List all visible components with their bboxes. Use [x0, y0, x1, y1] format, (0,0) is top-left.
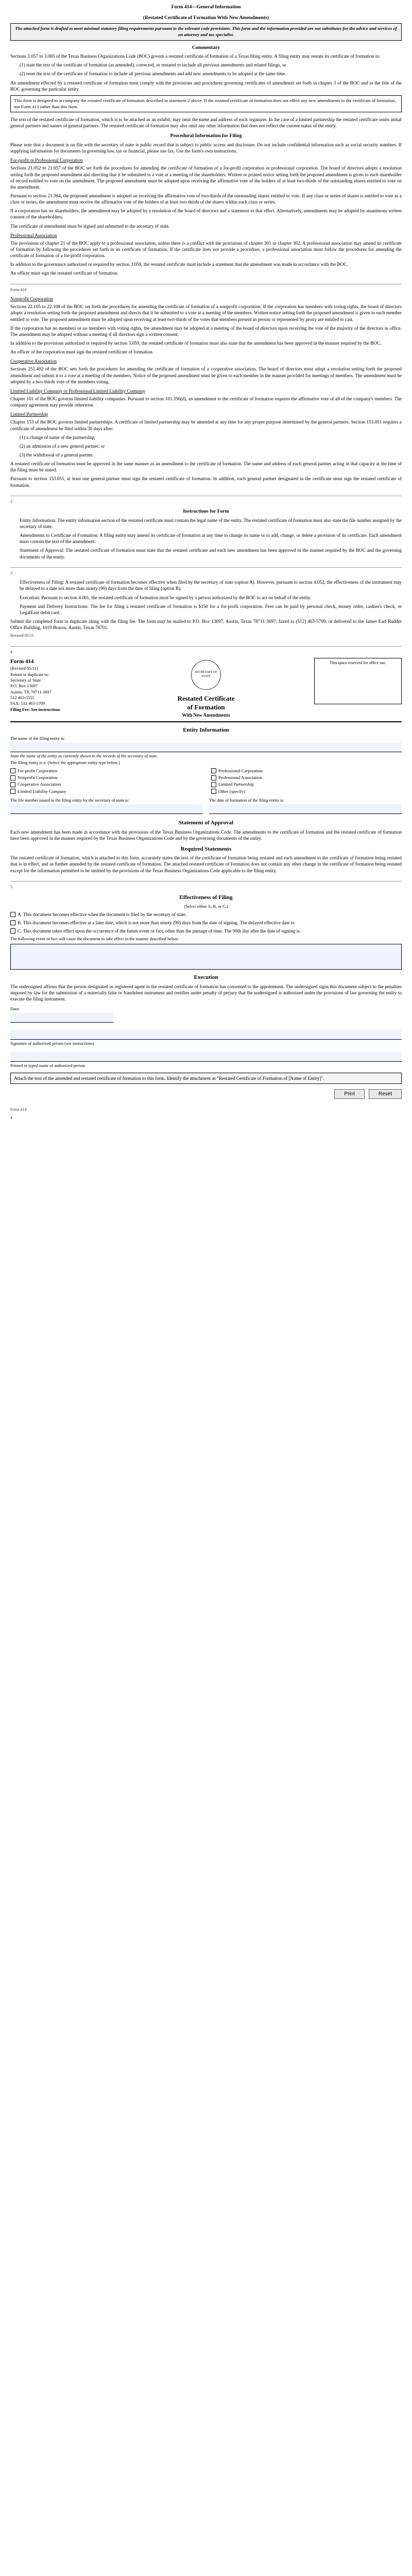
para: In addition to the provisions authorized or required by section 3.059, the restated certificate of formation must also state that the amendment has been approved in the manner required by the BOC.: [10, 340, 382, 346]
para: The provisions of chapter 21 of the BOC apply to a professional association, unless there is a conflict with the provisions of chapter 301 or chapter 302. A professional association may amend its certificate of formation by following the procedures set forth in its certificate of formation. If the certificate does not provide a procedure, a professional association must follow the procedures for amending the certificate of formation of a for-profit corporation.: [10, 240, 402, 259]
file-number-label: The file number issued to the filing entity by the secretary of state is:: [10, 798, 129, 803]
signature-label: Signature of authorized person (see instructions): [10, 1041, 94, 1046]
statement-of-approval-heading: Statement of Approval: [178, 820, 234, 826]
effectiveness-heading: Effectiveness of Filing: [179, 894, 233, 901]
option-label: Limited Liability Company: [18, 788, 66, 794]
entity-type-option[interactable]: [211, 768, 402, 774]
sos-fax: FAX: 512 463-5709: [10, 701, 45, 706]
required-statements-text: The restated certificate of formation, which is attached to this form, accurately states the text of the certificate of formation being restated and each amendment to the certificate of formation being restated that is in effect, and as further amended by the restated certificate of formation. The attached restated certificate of formation does not contain any other change in the certificate of formation being restated except for the information permitted to be omitted by the provisions of the Texas Business Organizations Code applicable to the filing entity.: [10, 855, 402, 873]
para: The text of the restated certificate of formation, which is to be attached as an exhibit, may omit the name and address of each organizer. In the case of a limited partnership the restated certificate omits initial general partners and names of general partners. The restated certificate of formation may also omit any other information that does not reflect the current status of the entity.: [10, 117, 402, 129]
page-number: 3: [10, 570, 12, 575]
form-title-1: Restated Certificate: [177, 694, 235, 703]
para: Please note that a document is on file with the secretary of state is public record that is subject to public access and disclosure. Do not include confidential information such as social security numbers. If supplying information for documents in governing law, tax or financial, please use fax. Use the form's own instructions.: [10, 142, 402, 154]
lp-item: (3) the withdrawal of a general partner.: [20, 452, 94, 457]
formation-date-input[interactable]: [209, 804, 402, 814]
checkbox-icon[interactable]: [10, 789, 15, 794]
option-label: A. This document becomes effective when the document is filed by the secretary of state.: [18, 911, 187, 917]
entity-type-option[interactable]: [10, 782, 201, 787]
para: Pursuant to section 153.051, at least one general partner must sign the restated certificate of formation. In addition, each general partner designated in the certificate must sign the restated certificate of formation.: [10, 476, 402, 488]
footer-form: Form 414: [10, 1107, 27, 1112]
para: If the corporation has no members or no members with voting rights, the amendment may be adopted at a meeting of the board of directors upon receiving the vote of the majority of the directors in office. The amendment may be adopted without a meeting if all directors sign a written consent.: [10, 325, 402, 337]
sos-address-1: P.O. Box 13697: [10, 684, 38, 689]
para: Sections 21.052 to 21.057 of the BOC set forth the procedures for amending the certificate of formation of a for-profit corporation or professional corporation. The board of directors adopts a resolution setting forth the proposed amendment and directing that it be submitted to a vote at a meeting of the shareholders. Written or printed notice setting forth the proposed amendment is given to each shareholder of record entitled to vote on the amendment. The proposed amendment must be adopted upon receiving the affirmative vote of the holders of at least two-thirds of the outstanding shares entitled to vote on the amendment.: [10, 165, 402, 190]
entity-type-option[interactable]: [211, 775, 402, 781]
form-header: [10, 658, 402, 722]
option-label: C. This document takes effect upon the occurrence of the future event or fact, other than the passage of time. The 90th day after the date of signing is:: [18, 928, 301, 934]
effectiveness-event-label: The following event or fact will cause the document to take effect in the manner described below:: [10, 937, 179, 942]
option-label: Professional Association: [218, 774, 262, 780]
para: The certificate of amendment must be signed and submitted to the secretary of state.: [10, 223, 170, 229]
instruction-item: Effectiveness of Filing: A restated certificate of formation becomes effective when filed by the secretary of state (option A). However, pursuant to section 4.052, the effectiveness of the instrument may be delayed to a date not more than ninety (90) days from the date of filing (option B).: [20, 580, 402, 591]
office-use-label: This space reserved for office use.: [330, 660, 386, 666]
formation-date-label: The date of formation of the filing entity is:: [209, 798, 285, 803]
form-subtitle: (Restated Certificate of Formation With New Amendments): [143, 14, 269, 21]
option-label: For-profit Corporation: [18, 768, 58, 773]
date-label: Date:: [10, 1007, 20, 1012]
option-label: Nonprofit Corporation: [18, 774, 58, 780]
printed-name-label: Printed or typed name of authorized person: [10, 1063, 85, 1068]
subheading-llc: Limited Liability Company or Professional Limited Liability Company: [10, 388, 146, 394]
instruction-item: Amendments to Certificate of Formation: A filing entity may amend its certificate of formation at any time to change its name or to add, change, or delete a provision of its certificate. Each amendment must contain the text of the amendment.: [20, 533, 402, 545]
effectiveness-option-a[interactable]: [10, 911, 402, 918]
checkbox-icon[interactable]: [10, 775, 15, 781]
effectiveness-sub: (Select either A, B, or C.): [184, 904, 228, 909]
checkbox-icon[interactable]: [10, 782, 15, 787]
formation-date-col: [209, 796, 402, 815]
effectiveness-option-b[interactable]: [10, 920, 402, 926]
sos-name: Secretary of State: [10, 677, 41, 683]
checkbox-icon[interactable]: [211, 789, 216, 794]
checkbox-icon[interactable]: [211, 768, 216, 773]
option-2: (2) reset the text of the certificate of formation to include all previous amendments and add new amendments to be adopted at the same time.: [20, 71, 286, 77]
page-divider: [10, 567, 402, 568]
commentary-heading: Commentary: [192, 44, 220, 50]
para: An officer must sign the restated certificate of formation.: [10, 270, 118, 276]
footer-page: 4: [10, 1115, 12, 1121]
signature-block: [10, 1006, 402, 1068]
option-1: (1) state the text of the certificate of formation (as amended), corrected, or restated to include all previous amendments and related filings, or: [20, 62, 286, 68]
commentary-section: [10, 4, 402, 1121]
lp-item: (2) an admission of a new general partner; or: [20, 443, 105, 449]
instructions-heading: Instructions for Form: [183, 509, 229, 515]
entity-type-option[interactable]: [10, 768, 201, 774]
option-label: Other (specify): [218, 788, 246, 794]
entity-type-option[interactable]: [10, 789, 201, 794]
entity-info-heading: Entity Information: [183, 726, 229, 733]
para: Sections 251.402 of the BOC sets forth the procedures for amending the certificate of formation of a cooperative association. The board of directors must adopt a resolution setting forth the proposed amendment and submit it to a vote at a meeting of the members. Notice of the proposed amendment must be given to each member in the manner provided for meetings of members. The amendment must be adopted by a two-thirds vote of the members voting.: [10, 366, 402, 384]
subheading-for-profit: For-profit or Professional Corporation: [10, 158, 83, 163]
para: If a corporation has no shareholders, the amendment may be adopted by a resolution of the board of directors and a statement to that effect. Alternatively, amendments may be adopted by unanimous written consent of the shareholders.: [10, 208, 402, 220]
instruction-item: Payment and Delivery Instructions: The fee for filing a restated certificate of formation is $150 for a for-profit corporation. Fees can be paid by personal check, money order, cashier's check, or LegalEase debit card.: [20, 603, 402, 615]
form-title-3: With New Amendments: [182, 712, 230, 718]
page-number: 4: [10, 649, 12, 654]
option-label: Professional Corporation: [218, 768, 263, 773]
form-header-center: [98, 658, 314, 718]
para: A restated certificate of formation must be approved in the same manner as an amendment to the certificate of formation. The name and address of each general partner acting in that capacity at the time of the filing must be stated.: [10, 461, 402, 473]
para: Submit the completed form in duplicate along with the filing fee. The form may be mailed to P.O. Box 13697, Austin, Texas 78711-3697; faxed to (512) 463-5709; or delivered to the James Earl Rudder Office Building, 1019 Brazos, Austin, Texas 78701.: [10, 618, 402, 631]
form-general-info-title: Form 414—General Information: [171, 4, 241, 10]
form-title-2: of Formation: [187, 703, 225, 711]
para: Sections 22.105 to 22.108 of the BOC set forth the procedures for amending the certificate of formation of a nonprofit corporation. If the corporation has members with voting rights, the board of directors adopts a resolution setting forth the proposed amendment and directs that it be submitted to a vote at a meeting of the members. Written notice setting forth the proposed amendment is given to each member entitled to vote. The proposed amendment must be adopted upon receiving at least two-thirds of the votes that members present in person or represented by proxy are entitled to cast.: [10, 304, 402, 322]
page-number: 5: [10, 884, 12, 889]
statement-of-approval-text: Each new amendment has been made in accordance with the provisions of the Texas Business Organizations Code. The amendments to the certificate of formation and the restated certificate of formation have been approved in the manner required by the Texas Business Organizations Code and by the governing documents of the entity.: [10, 829, 402, 841]
para: Chapter 101 of the BOC governs limited liability companies. Pursuant to section 101.356(d), an amendment to the certificate of formation requires the affirmative vote of all of the company's members. The company agreement may provide otherwise.: [10, 396, 402, 408]
para: In addition to the governance authorized or required by section 3.059, the restated certificate must include a statement that the amendment was made in accordance with the BOC.: [10, 262, 348, 267]
instruction-item: Entity Information: The entity information section of the restated certificate must contain the legal name of the entity. The restated certificate of formation must also state the file number assigned by the secretary of state.: [20, 517, 402, 529]
subheading-nonprofit: Nonprofit Corporation: [10, 296, 53, 302]
entity-type-label: The filing entity is a: (Select the appropriate entity type below.): [10, 760, 120, 766]
execution-text: The undersigned affirms that the person designated as registered agent in the restated certificate of formation has consented to the appointment. The undersigned signs this document subject to the penalties imposed by law for the submission of a materially false or fraudulent instrument and certifies under penalty of perjury that the undersigned is authorized under the provisions of law governing the entity to execute the filing instrument.: [10, 984, 402, 1002]
office-use-box: [314, 658, 402, 704]
lp-item: (1) a change of name of the partnership;: [20, 434, 96, 440]
page-divider: [10, 646, 402, 647]
checkbox-icon[interactable]: [211, 775, 216, 781]
subheading-coop: Cooperative Association: [10, 359, 57, 364]
file-date-row: [10, 796, 402, 815]
attachment-note: Attach the text of the amended and restated certificate of formation to this form. Identify the attachment as "Restated Certificate of Formation of [Name of Entity]".: [10, 1073, 402, 1084]
option-label: Limited Partnership: [218, 782, 254, 787]
print-button[interactable]: Print: [334, 1089, 365, 1099]
entity-type-options: [10, 768, 402, 794]
checkbox-icon[interactable]: [10, 928, 15, 934]
attorney-notice: The attached form is drafted to meet minimal statutory filing requirements pursuant to the relevant code provisions. This form and the information provided are not substitutes for the advice and services of an attorney and tax specialist.: [10, 23, 402, 40]
form-actions: [10, 1089, 402, 1099]
page-number: 2: [10, 499, 12, 504]
instruction-item: Statement of Approval: The restated certificate of formation must state that the restated certificate and each new amendment has been approved in the manner required by the BOC and the governing documents of the entity.: [20, 548, 402, 560]
date-input[interactable]: [10, 1013, 113, 1023]
return-to: Return in duplicate to:: [10, 672, 49, 677]
entity-name-hint: State the name of the entity as currently shown in the records of the secretary of state.: [10, 754, 158, 759]
option-label: B. This document becomes effective at a later date, which is not more than ninety (90) days from the date of signing. The delayed effective date is:: [18, 920, 296, 926]
subheading-lp: Limited Partnership: [10, 412, 48, 417]
para: An officer of the corporation must sign the restated certificate of formation.: [10, 349, 153, 355]
filing-fee: Filing Fee: See instructions: [10, 707, 60, 712]
signature-input[interactable]: [10, 1030, 402, 1040]
instruction-item: Execution: Pursuant to section 4.001, the restated certificate of formation must be signed by a person authorized by the BOC to act on behalf of the entity.: [20, 595, 312, 600]
file-number-input[interactable]: [10, 804, 203, 814]
effectiveness-option-c[interactable]: [10, 928, 402, 934]
procedural-heading: Procedural Information for Filing: [170, 133, 242, 139]
reset-button[interactable]: Reset: [369, 1089, 402, 1099]
entity-name-label: The name of the filing entity is:: [10, 736, 65, 741]
checkbox-icon[interactable]: [10, 912, 15, 917]
para: Chapter 153 of the BOC governs limited partnerships. A certificate of limited partnership may be amended at any time for any proper purpose determined by the general partners. Section 153.051 requires a certificate of amendment be filed within 30 days after:: [10, 419, 402, 431]
entity-type-option[interactable]: [211, 789, 402, 794]
checkbox-icon[interactable]: [10, 768, 15, 773]
printed-name-input[interactable]: [10, 1052, 402, 1062]
required-statements-heading: Required Statements: [180, 845, 232, 852]
entity-type-option[interactable]: [211, 782, 402, 787]
state-seal-icon: [191, 660, 221, 690]
page-number: Form 414: [10, 287, 27, 292]
revised-date: Revised 05/11: [10, 633, 34, 638]
form-header-left: [10, 658, 98, 718]
para: An amendment effected by a restated certificate of formation must comply with the provisions and procedures governing certificates of amendment set forth in chapter 3 of the BOC and in the title of the BOC governing the particular entity.: [10, 80, 402, 92]
checkbox-icon[interactable]: [10, 920, 15, 925]
form-usage-notice: This form is designed to accompany the restated certificate of formation described in statement 2 above. If the restated certificate of formation does not effect any new amendments to the certificate of formation, use Form 413 rather than this form.: [10, 95, 402, 112]
checkbox-icon[interactable]: [211, 782, 216, 787]
execution-heading: Execution: [194, 974, 218, 981]
sos-address-2: Austin, TX 78711-3697: [10, 689, 52, 694]
form-revision: (Revised 05/11): [10, 666, 38, 671]
effectiveness-event-input[interactable]: [10, 944, 402, 970]
entity-type-option[interactable]: [10, 775, 201, 781]
para: Pursuant to section 21.364, the proposed amendment is adopted on receiving the affirmative vote of two-thirds of the outstanding shares entitled to vote. If any class or series of shares is entitled to vote as a class or series, the amendment must receive the affirmative vote of the holders of at least two-thirds of the shares within each class or series.: [10, 193, 402, 205]
subheading-professional: Professional Association: [10, 232, 57, 238]
page-divider: [10, 881, 402, 882]
file-number-col: [10, 796, 203, 815]
seal-text: SECRETARY OF STATE: [195, 671, 217, 679]
form-number: Form 414: [10, 658, 34, 665]
sos-phone: 512 463-5555: [10, 695, 35, 700]
entity-name-input[interactable]: [10, 742, 402, 752]
para: Sections 3.057 to 3.065 of the Texas Business Organizations Code (BOC) govern a restated certificate of formation of a Texas filing entity. A filing entity may restate its certificate of formation to:: [10, 54, 381, 59]
option-label: Cooperative Association: [18, 782, 61, 787]
